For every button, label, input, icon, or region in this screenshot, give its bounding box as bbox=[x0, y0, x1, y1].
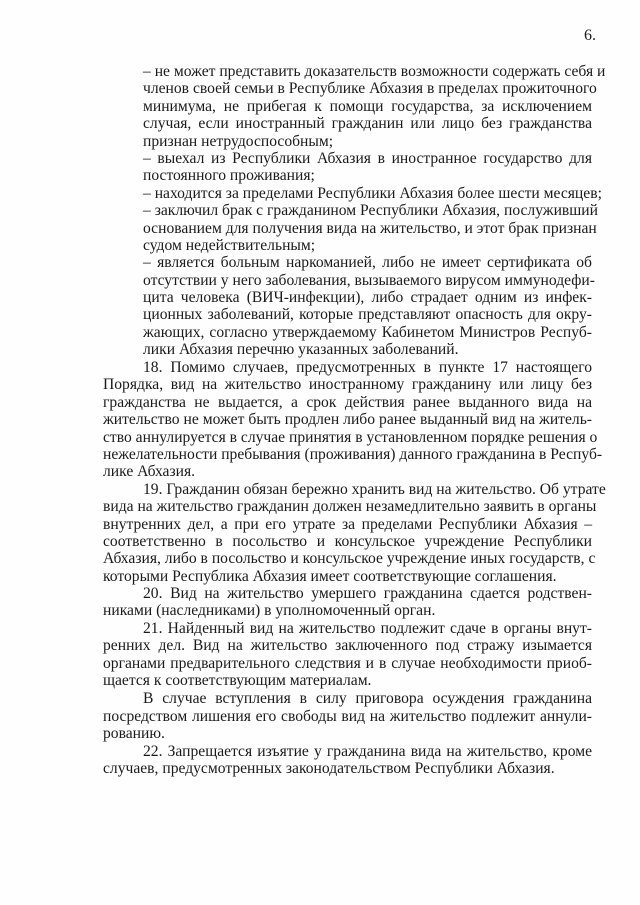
text-line: вида на жительство гражданин должен незамедлительно заявить в органы bbox=[103, 498, 597, 516]
text-line: Порядка, вид на жительство иностранному гражданину или лицу без bbox=[103, 376, 592, 394]
text-line: 19. Гражданин обязан бережно хранить вид на жительство. Об утрате bbox=[143, 480, 606, 498]
text-line: – не может представить доказательств возможности содержать себя и bbox=[143, 63, 606, 80]
text-line: случаев, предусмотренных законодательством Республики Абхазия. bbox=[103, 759, 555, 777]
text-line: – является больным наркоманией, либо не имеет сертификата об bbox=[143, 254, 592, 272]
text-line: – заключил брак с гражданином Республики Абхазия, послуживший bbox=[143, 202, 598, 220]
text-line: лики Абхазия перечню указанных заболеваний. bbox=[143, 341, 459, 359]
clause-20 bbox=[103, 585, 592, 620]
list-item bbox=[143, 63, 606, 150]
text-line: отсутствии у него заболевания, вызываемого вирусом иммунодефи- bbox=[143, 271, 595, 289]
text-line: цита человека (ВИЧ-инфекции), либо страдает одним из инфек- bbox=[143, 289, 592, 307]
text-line: никами (наследниками) в уполномоченный орган. bbox=[103, 602, 436, 620]
text-line: ренних дел. Вид на жительство заключенного под стражу изымается bbox=[103, 637, 592, 655]
clause-19 bbox=[103, 480, 606, 585]
text-line: щается к соответствующим материалам. bbox=[103, 672, 372, 690]
text-line: 21. Найденный вид на жительство подлежит сдаче в органы внут- bbox=[143, 619, 592, 637]
list-item bbox=[143, 202, 598, 254]
list-item bbox=[143, 184, 602, 202]
text-line: судом недействительным; bbox=[143, 236, 316, 254]
clause-18 bbox=[103, 359, 603, 481]
text-line: органами предварительного следствия и в случае необходимости приоб- bbox=[103, 654, 592, 672]
text-line: рованию. bbox=[103, 725, 165, 743]
text-line: которыми Республика Абхазия имеет соответствующие соглашения. bbox=[103, 567, 557, 585]
text-line: случая, если иностранный гражданин или лицо без гражданства bbox=[143, 115, 592, 133]
text-line: лике Абхазия. bbox=[103, 463, 196, 481]
grounds-list bbox=[143, 63, 606, 359]
text-line: В случае вступления в силу приговора осуждения гражданина bbox=[143, 690, 592, 708]
text-line: гражданства не выдается, а срок действия ранее выданного вида на bbox=[103, 393, 592, 411]
text-line: – выехал из Республики Абхазия в иностранное государство для bbox=[143, 149, 592, 167]
text-line: постоянного проживания; bbox=[143, 167, 315, 185]
text-line: основанием для получения вида на жительство, и этот брак признан bbox=[143, 219, 597, 237]
clause-21-continuation bbox=[103, 690, 592, 742]
text-line: 18. Помимо случаев, предусмотренных в пункте 17 настоящего bbox=[143, 359, 592, 376]
page-number: 6. bbox=[584, 27, 596, 44]
text-line: 22. Запрещается изъятие у гражданина вида на жительство, кроме bbox=[143, 742, 592, 760]
list-item bbox=[143, 150, 592, 185]
text-line: ство аннулируется в случае принятия в установленном порядке решения о bbox=[103, 428, 598, 446]
text-line: членов своей семьи в Республике Абхазия в пределах прожиточного bbox=[143, 80, 597, 98]
text-line: жительство не может быть продлен либо ранее выданный вид на житель- bbox=[103, 411, 592, 429]
text-line: Абхазия, либо в посольство и консульское учреждение иных государств, с bbox=[103, 550, 596, 568]
text-line: нежелательности пребывания (проживания) данного гражданина в Респуб- bbox=[103, 445, 603, 463]
text-line: соответственно в посольство и консульское учреждение Республики bbox=[103, 532, 592, 550]
text-line: 20. Вид на жительство умершего гражданина сдается родствен- bbox=[143, 585, 592, 603]
text-line: посредством лишения его свободы вид на жительство подлежит аннули- bbox=[103, 707, 592, 725]
numbered-clauses bbox=[103, 359, 606, 777]
text-line: внутренних дел, а при его утрате за пределами Республики Абхазия – bbox=[103, 515, 592, 533]
text-line: – находится за пределами Республики Абхазия более шести месяцев; bbox=[143, 184, 602, 202]
clause-22 bbox=[103, 743, 592, 778]
list-item bbox=[143, 254, 595, 359]
text-line: жающих, согласно утверждаемому Кабинетом Министров Респуб- bbox=[143, 323, 592, 341]
clause-21 bbox=[103, 620, 592, 690]
text-line: минимума, не прибегая к помощи государства, за исключением bbox=[143, 97, 592, 115]
text-line: ционных заболеваний, которые представляют опасность для окру- bbox=[143, 306, 592, 324]
text-line: признан нетрудоспособным; bbox=[143, 132, 334, 150]
